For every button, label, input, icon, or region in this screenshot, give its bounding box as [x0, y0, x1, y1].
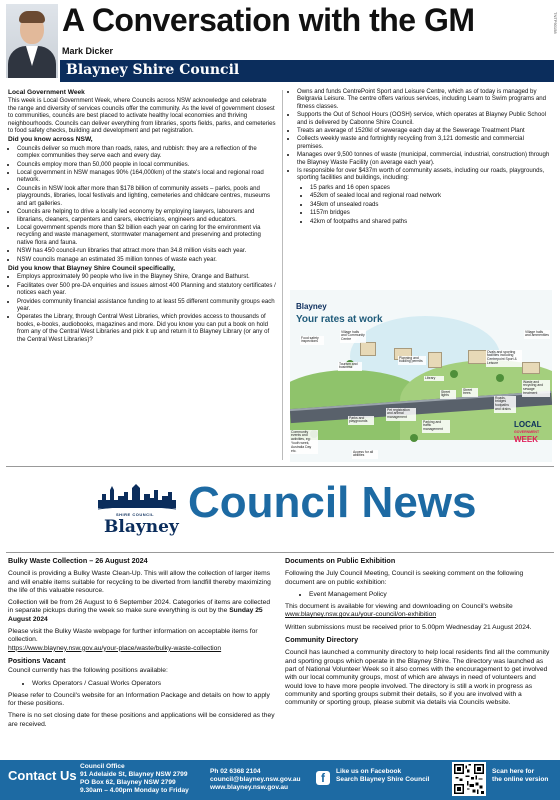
gm-article-left-column — [8, 88, 276, 345]
label-library: Library — [424, 376, 444, 381]
list-item: • Supports the Out of School Hours (OOSH) service, which operates at Blayney Public School and is delivered by Cabonne Shire Council. — [297, 111, 550, 126]
label-food-safety: Food safety inspections — [300, 336, 324, 345]
section-divider — [6, 552, 554, 553]
list-item: • Manages over 9,500 tonnes of waste (municipal, commercial, industrial, construction) through the Blayney Waste Facility (on average each year). — [297, 151, 550, 166]
blayney-facts-list-continued — [288, 88, 550, 182]
qr-code-icon[interactable] — [452, 762, 486, 796]
council-name: Blayney Shire Council — [66, 62, 240, 78]
bulky-waste-link[interactable]: https://www.blayney.nsw.gov.au/your-place/waste/bulky-waste-collection — [8, 644, 222, 652]
gm-name: Mark Dicker — [62, 46, 114, 56]
list-item: • 42km of footpaths and shared paths — [310, 218, 550, 225]
website-address[interactable]: www.blayney.nsw.gov.au — [210, 784, 289, 791]
blayney-shire-logo — [96, 476, 178, 538]
logo-blayney: Blayney — [104, 517, 179, 537]
list-item: • Event Management Policy — [309, 591, 553, 599]
scan-line2: the online version — [492, 776, 549, 783]
heading-public-exhibition: Documents on Public Exhibition — [285, 556, 396, 565]
skyline-icon — [98, 480, 176, 510]
label-roads: Roads, bridges footpaths and drains — [494, 396, 516, 413]
label-village-amenities: Village halls and ammenities — [525, 329, 549, 338]
list-item: • Employs approximately 90 people who live in the Blayney Shire, Orange and Bathurst. — [17, 273, 276, 280]
label-community-events: Community events and activities, eg: Youth week, Australia Day etc. — [290, 430, 318, 454]
label-waste: Waste and recycling and sewage treatment — [522, 380, 550, 397]
side-code: TNTP90158 — [553, 12, 558, 34]
building-shape — [468, 350, 488, 364]
gm-article-right-column — [288, 88, 550, 227]
lgw-line1: LOCAL — [514, 420, 542, 429]
label-street-trees: Street trees — [462, 388, 478, 397]
address-line2: PO Box 62, Blayney NSW 2799 — [80, 779, 176, 786]
contact-footer — [0, 760, 560, 800]
column-divider — [282, 90, 283, 460]
scan-text — [492, 768, 548, 784]
list-item: • Works Operators / Casual Works Operators — [32, 680, 276, 688]
gm-header — [0, 0, 560, 84]
tree-icon — [496, 374, 504, 382]
list-item: • 345km of unsealed roads — [310, 201, 550, 208]
tree-icon — [450, 370, 458, 378]
facebook-line1: Like us on Facebook — [336, 768, 402, 775]
list-item: • 452km of sealed local and regional road network — [310, 192, 550, 199]
heading-blayney: Did you know that Blayney Shire Council specifically, — [8, 264, 175, 272]
positions-closing-paragraph: There is no set closing date for these positions and applications will be considered as they are received. — [8, 712, 275, 728]
scan-line1: Scan here for — [492, 768, 535, 775]
bulky-waste-info-paragraph: Please visit the Bulky Waste webpage for further information on acceptable items for collection. https://www.blayney.nsw.gov.au/your-place/waste/bulky-waste-collection — [8, 628, 258, 652]
list-item: • Operates the Library, through Central West Libraries, which provides access to thousands of books, e-books, audiobooks, magazines and more. Did you know you can put a book on hold from any of the Central West Libraries and pick it up and return it to Blayney Library (or any of the Central West Libraries)? — [17, 313, 276, 343]
contact-details — [210, 768, 301, 792]
assets-list — [288, 184, 550, 225]
exhibition-availability: This document is available for viewing and downloading on Council's website www.blayney.nsw.gov.au/your-council/on-exhibition — [285, 603, 513, 619]
heading-nsw: Did you know across NSW, — [8, 136, 93, 144]
gm-portrait-photo — [6, 4, 58, 78]
list-item: • Local government spends more than $2 billion each year on caring for the environment via recycling and waste management, stormwater management and preserving and protecting native flora and fauna. — [17, 224, 276, 246]
label-village-halls: Village halls and Community Centre — [341, 329, 365, 342]
email-address[interactable]: council@blayney.nsw.gov.au — [210, 776, 301, 783]
infographic-title: Your rates at work — [296, 314, 383, 325]
documents-list — [285, 591, 553, 599]
list-item: • NSW councils manage an estimated 35 million tonnes of waste each year. — [17, 256, 276, 263]
address-line1: 91 Adelaide St, Blayney NSW 2799 — [80, 771, 188, 778]
label-street-lights: Street lights — [440, 390, 456, 399]
list-item: • Treats an average of 1520kl of sewerage each day at the Sewerage Treatment Plant — [297, 127, 550, 134]
positions-apply-paragraph: Please refer to Council's website for an Information Package and details on how to apply for these positions. — [8, 691, 270, 708]
exhibition-link[interactable]: www.blayney.nsw.gov.au/your-council/on-exhibition — [285, 611, 437, 619]
label-tourism: Tourism and business — [338, 362, 362, 371]
news-left-column — [8, 557, 276, 733]
office-title: Council Office — [80, 763, 125, 770]
building-shape — [360, 342, 376, 356]
positions-list — [8, 680, 276, 688]
list-item: • Owns and funds CentrePoint Sport and Leisure Centre, which as of today is managed by Belgravia Leisure. The centre offers various services, including Learn to Swim programs and fitness classes. — [297, 88, 550, 110]
contact-us-title: Contact Us — [8, 768, 77, 783]
local-government-week-logo — [512, 416, 548, 452]
logo-shire-council: SHIRE COUNCIL — [116, 512, 155, 517]
list-item: • Is responsible for over $437m worth of community assets, including our roads, playgrounds, sporting facilities and buildings, including: — [297, 167, 550, 182]
label-access: Access for all abilities — [352, 450, 378, 459]
deadline-date: Sunday 25 August 2024 — [8, 607, 263, 623]
building-shape — [428, 352, 442, 368]
lgw-line2: GOVERNMENT — [514, 430, 540, 434]
building-shape — [522, 362, 540, 374]
intro-paragraph: This week is Local Government Week, where Councils across NSW acknowledge and celebrate the range and diversity of services councils offer the community. As the level of government closest to communities, councils are best placed to activate healthy local economies and thriving neighbourhoods. Councils can deliver everything from libraries, sports fields, parks, and cemeteries to food safety checks, building and development and pet registration. — [8, 97, 276, 135]
positions-intro: Council currently has the following positions available: — [8, 667, 168, 675]
label-pet-registration: Pet registration and animal management — [386, 408, 416, 421]
facebook-text — [336, 768, 429, 784]
community-directory-paragraph: Council has launched a community directory to help local residents find all the community and sporting groups which operate in the Blayney Shire. The directory was launched as part of National Volunteer Week so it also comes with the encouragement to get involved with our local community groups, most of which are always in need of volunteers and would love to have more people involved. The directory is still a work in progress as community and sporting groups submit their details, so if you are involved with a community or sporting group, please submit via details via Councils website. — [285, 649, 550, 707]
label-parks: Parks and playgrounds — [348, 416, 374, 425]
heading-local-government-week: Local Government Week — [8, 89, 85, 96]
bulky-waste-dates-paragraph: Collection will be from 26 August to 6 September 2024. Categories of items are collected in separate pickups during the week so make sure everything is out by the Sunday 25 August 2024 — [8, 599, 271, 623]
facebook-icon[interactable]: f — [316, 771, 330, 785]
list-item: • NSW has 450 council-run libraries that attract more than 34.8 million visits each year. — [17, 247, 276, 254]
heading-community-directory: Community Directory — [285, 635, 359, 645]
heading-positions-vacant: Positions Vacant — [8, 655, 66, 665]
list-item: • 1157m bridges — [310, 209, 550, 216]
exhibition-intro: Following the July Council Meeting, Council is seeking comment on the following document are on public exhibition: — [285, 570, 524, 586]
facebook-line2: Search Blayney Shire Council — [336, 776, 430, 783]
list-item: • Collects weekly waste and fortnightly recycling from 3,121 domestic and commercial premises. — [297, 135, 550, 150]
council-news-banner — [0, 470, 560, 550]
heading-bulky-waste: Bulky Waste Collection – 26 August 2024 — [8, 556, 148, 565]
list-item: • Councils in NSW look after more than $178 billion of community assets – parks, pools and playgrounds, libraries, local festivals and lighting, cemeteries and childcare centres, museums and art galleries. — [17, 185, 276, 207]
submissions-deadline: Written submissions must be received prior to 5.00pm Wednesday 21 August 2024. — [285, 623, 532, 631]
lgw-line3: WEEK — [514, 435, 538, 444]
label-parking: Parking and traffic management — [422, 420, 450, 433]
office-details — [80, 763, 189, 795]
page-title: A Conversation with the GM — [62, 2, 475, 38]
bulky-waste-paragraph: Council is providing a Bulky Waste Clean-Up. This will allow the collection of larger items and will enable items suitable for recycling to be diverted from landfill thereby maximizing the life of this valuable resource. — [8, 570, 271, 594]
nsw-facts-list — [8, 145, 276, 263]
rates-at-work-infographic — [290, 290, 552, 462]
list-item: • Facilitates over 500 pre-DA enquiries and issues almost 400 Planning and statutory certificates / notices each year. — [17, 282, 276, 297]
list-item: • Councils are helping to drive a locally led economy by employing lawyers, labourers and librarians, cleaners, carpenters and carers, electricians, engineers and educators. — [17, 208, 276, 223]
council-news-title: Council News — [188, 478, 477, 527]
tree-icon — [410, 434, 418, 442]
list-item: • Local government in NSW manages 90% (164,000km) of the state's local and regional road network. — [17, 169, 276, 184]
section-divider — [6, 466, 554, 467]
news-right-column — [285, 557, 553, 711]
blayney-facts-list — [8, 273, 276, 343]
label-planning: Planning and building permits — [398, 356, 426, 365]
office-hours: 9.30am – 4.00pm Monday to Friday — [80, 787, 189, 794]
council-name-bar — [60, 60, 554, 82]
list-item: • Councils employ more than 50,000 people in local communities. — [17, 161, 276, 168]
infographic-logo: Blayney — [296, 302, 327, 311]
label-ovals: Ovals and sporting facilities including Centrepoint Sport & Leisure — [486, 350, 522, 367]
phone-number[interactable]: Ph 02 6368 2104 — [210, 768, 261, 775]
list-item: • 15 parks and 16 open spaces — [310, 184, 550, 191]
list-item: • Provides community financial assistance funding to at least 55 different community groups each year. — [17, 298, 276, 313]
list-item: • Councils deliver so much more than roads, rates, and rubbish: they are a reflection of the complex communities they serve each and every day. — [17, 145, 276, 160]
